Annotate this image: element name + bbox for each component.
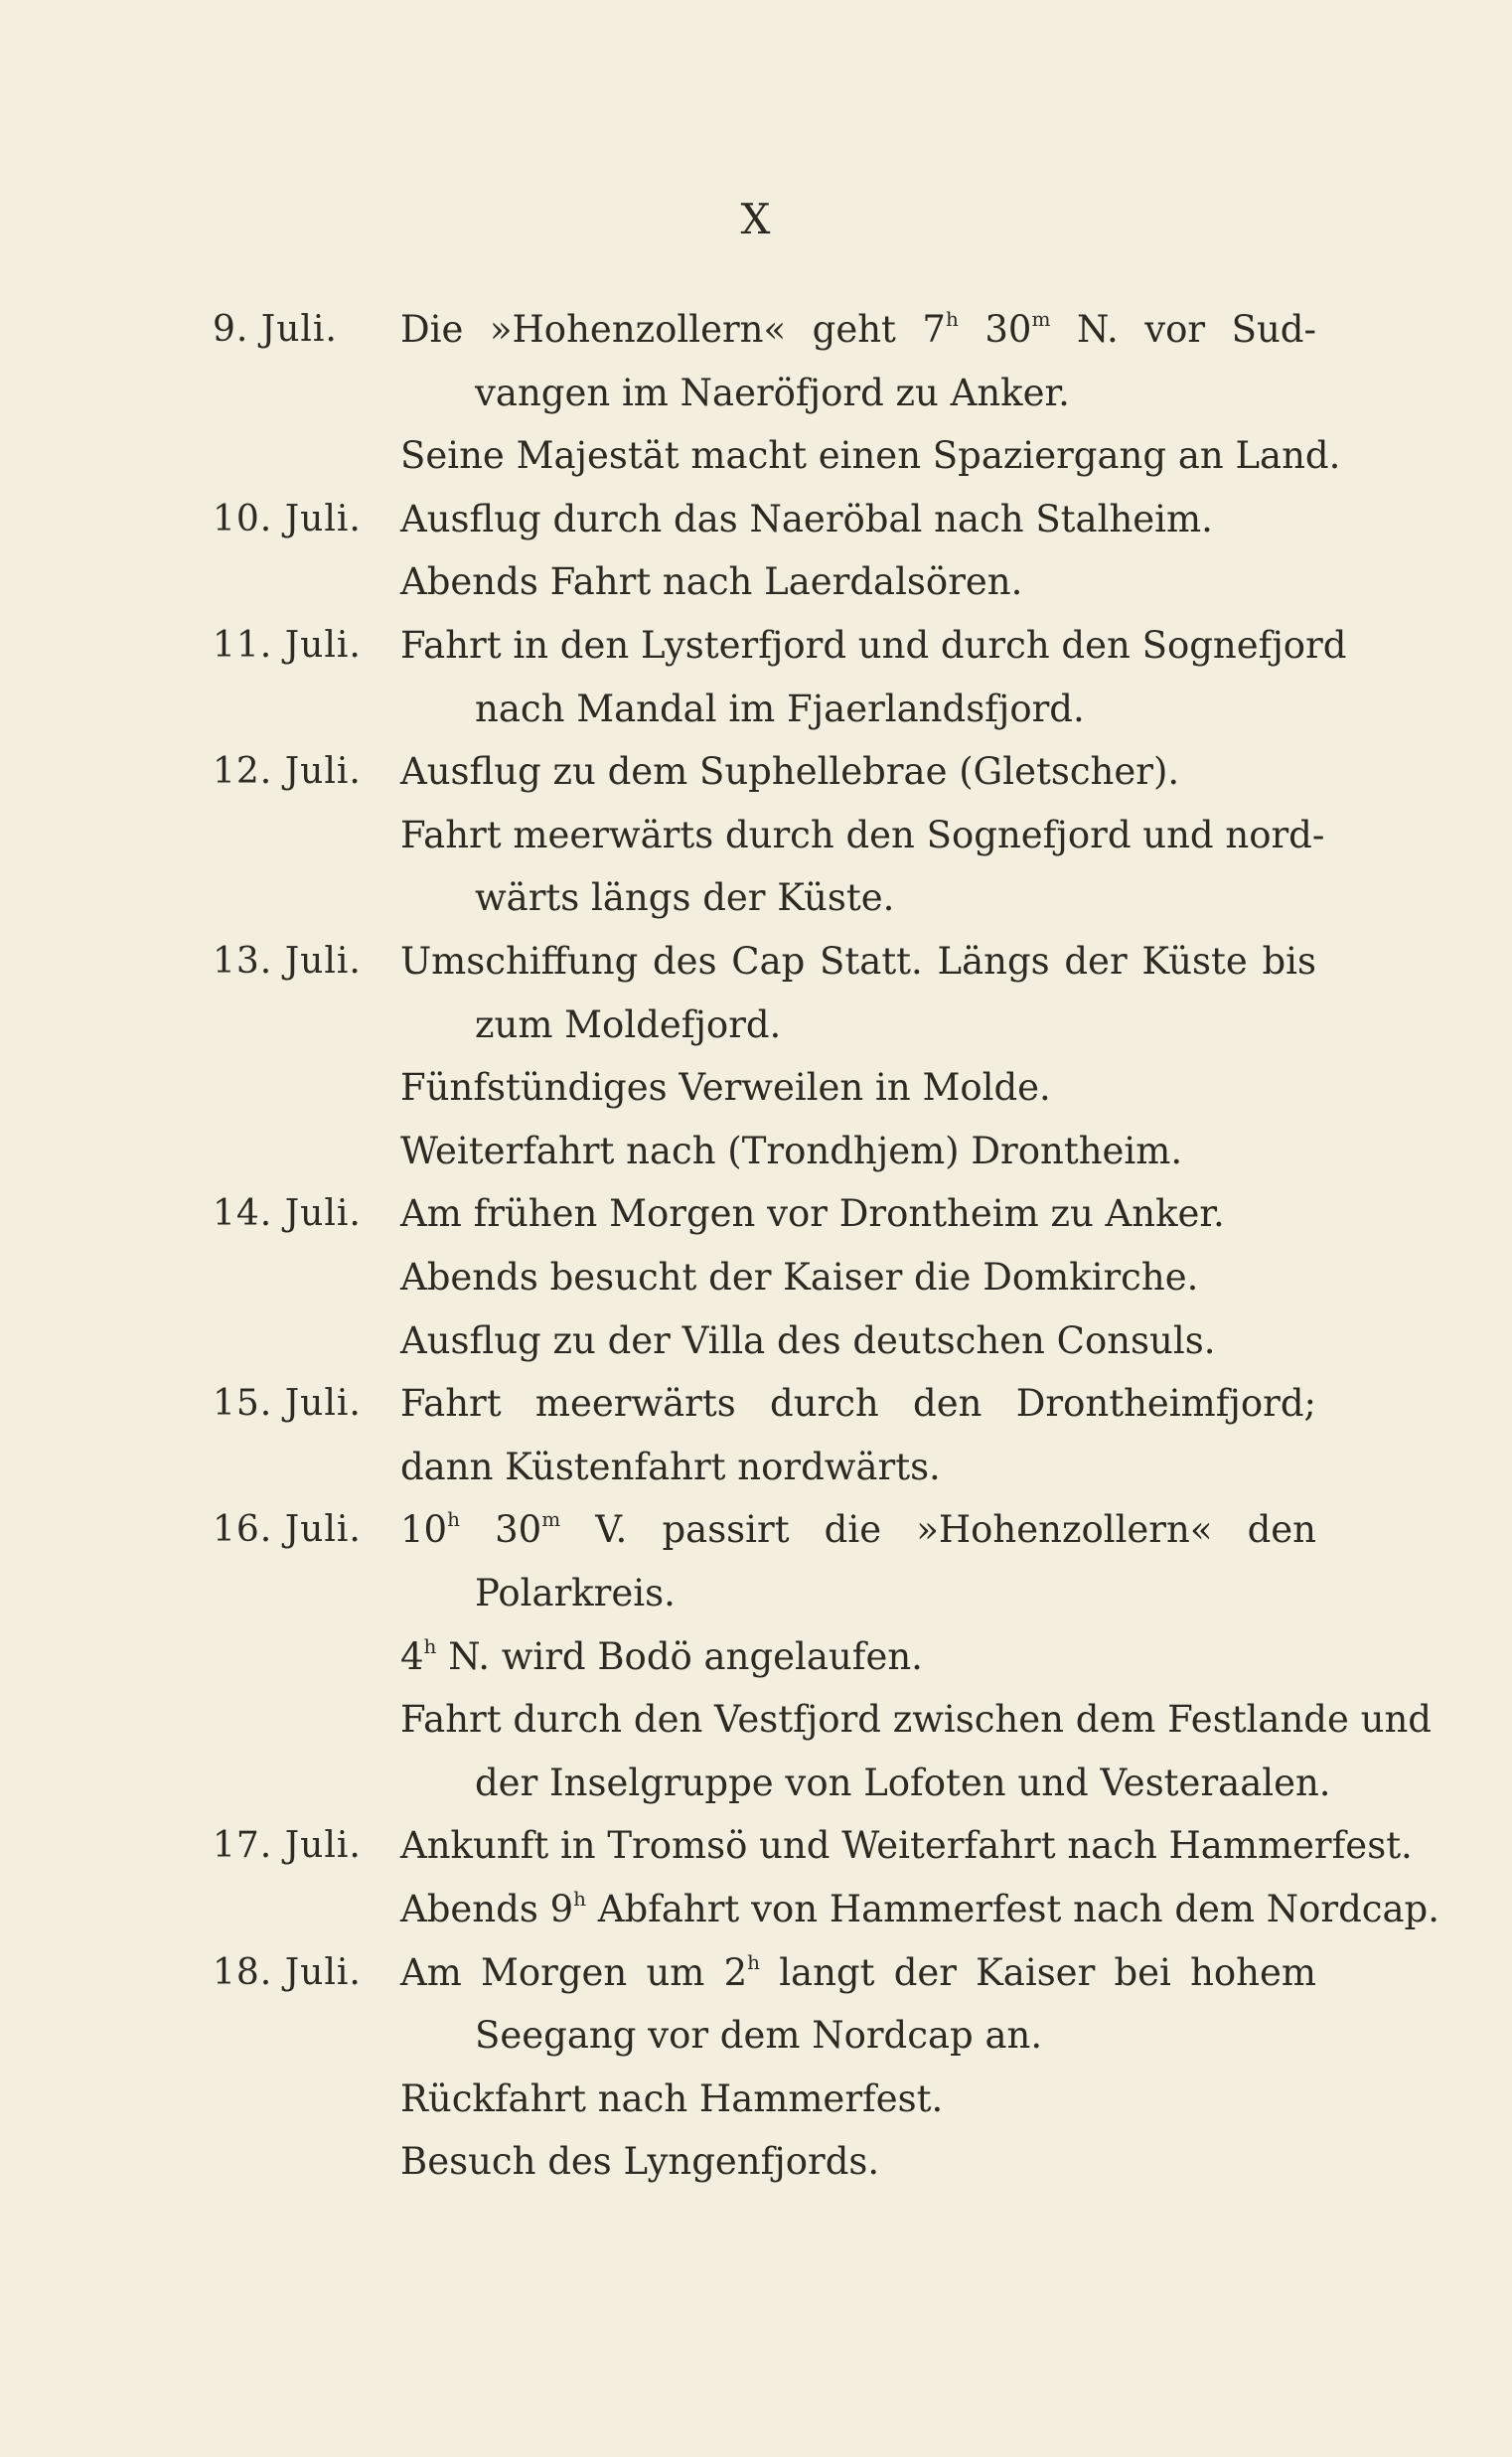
text-segment: 30 [958,308,1032,351]
text-segment: Besuch des Lyngenfjords. [400,2140,880,2184]
entry-text [400,550,1022,614]
text-segment: nach Mandal im Fjaerlandsfjord. [475,687,1085,730]
entry-text [400,1120,1182,1183]
text-segment: dann Küstenfahrt nordwärts. [400,1445,941,1488]
superscript: h [573,1887,586,1911]
text-segment: Weiterfahrt nach (Trondhjem) Drontheim. [400,1129,1183,1172]
itinerary-line [0,488,1512,551]
itinerary-line [0,740,1512,804]
text-segment: Rückfahrt nach Hammerfest. [400,2076,944,2120]
itinerary-line [0,550,1512,614]
itinerary-line [0,1498,1512,1562]
itinerary-line [0,1625,1512,1689]
itinerary-line [0,1814,1512,1878]
entry-text [400,1309,1215,1373]
entry-text [400,1878,1439,1941]
entry-date: 17. Juli. [213,1825,362,1867]
text-segment: Abfahrt von Hammerfest nach dem Nordcap. [586,1888,1440,1930]
text-segment: N. vor Sud- [1050,308,1316,351]
text-segment: Fahrt meerwärts durch den Sognefjord und nord- [400,813,1325,856]
itinerary-line [0,424,1512,488]
entry-text [400,740,1179,804]
entry-text [400,1182,1225,1246]
entry-text [400,930,1316,994]
itinerary-line [0,2004,1512,2068]
entry-text [400,1498,1316,1562]
entry-date: 16. Juli. [213,1509,362,1551]
entry-text [400,1246,1198,1309]
itinerary-line [0,1688,1512,1752]
itinerary-line [0,2130,1512,2194]
text-segment: Fünfstündiges Verweilen in Molde. [400,1066,1051,1110]
text-segment: zum Moldefjord. [475,1002,782,1046]
text-segment: Abends besucht der Kaiser die Domkirche. [400,1256,1199,1299]
itinerary-line [0,994,1512,1057]
entry-text [475,994,781,1057]
text-segment: 10 [400,1508,448,1552]
text-segment: Fahrt durch den Vestfjord zwischen dem Festlande und [400,1698,1432,1742]
entry-text [400,2130,879,2194]
entry-text [400,1436,941,1499]
entry-text [400,424,1340,488]
entry-date: 13. Juli. [213,941,362,982]
text-segment: Am frühen Morgen vor Drontheim zu Anker. [400,1192,1225,1236]
entry-date: 9. Juli. [213,309,338,350]
entry-date: 14. Juli. [213,1193,362,1235]
text-segment: Am Morgen um 2 [400,1950,748,1994]
itinerary-line [0,804,1512,867]
superscript: h [447,1507,460,1532]
itinerary-line [0,2068,1512,2131]
entry-text [400,2068,943,2131]
text-segment: Ausflug zu dem Suphellebrae (Gletscher). [400,750,1180,794]
text-segment: Ankunft in Tromsö und Weiterfahrt nach Hammerfest. [400,1824,1413,1868]
itinerary-line [0,362,1512,425]
itinerary-line [0,1246,1512,1309]
itinerary-line [0,1372,1512,1436]
entry-date: 10. Juli. [213,498,362,539]
itinerary-line [0,866,1512,930]
text-segment: Seegang vor dem Nordcap an. [475,2014,1043,2058]
text-segment: Ausflug zu der Villa des deutschen Consuls. [400,1318,1216,1362]
entry-text [400,1688,1432,1752]
entry-text [475,2004,1042,2068]
itinerary-line [0,298,1512,362]
entry-text [475,678,1085,741]
entry-text [400,488,1213,551]
superscript: h [945,307,959,331]
entry-text [400,298,1316,362]
entry-text [400,1625,923,1689]
text-segment: vangen im Naeröfjord zu Anker. [475,371,1070,414]
text-segment: Umschiffung des Cap Statt. Längs der Küste bis [400,940,1316,983]
entry-text [400,1814,1413,1878]
itinerary-line [0,1436,1512,1499]
itinerary-line [0,1752,1512,1815]
text-segment: wärts längs der Küste. [475,876,895,920]
entry-text [475,1562,676,1625]
entry-date: 18. Juli. [213,1951,362,1993]
itinerary-line [0,1562,1512,1625]
itinerary-line [0,1309,1512,1373]
itinerary-line [0,678,1512,741]
page-number: X [740,195,772,243]
itinerary-line [0,1120,1512,1183]
superscript: h [747,1949,761,1974]
text-segment: Die »Hohenzollern« geht 7 [400,308,946,351]
text-segment: Fahrt in den Lysterfjord und durch den Sognefjord [400,624,1347,667]
entry-text [475,866,894,930]
text-segment: Polarkreis. [475,1572,676,1614]
itinerary-line [0,1941,1512,2005]
itinerary-line [0,1056,1512,1120]
entry-text [400,1941,1316,2005]
text-segment: der Inselgruppe von Lofoten und Vesteraalen. [475,1761,1331,1804]
text-segment: V. passirt die »Hohenzollern« den [560,1508,1316,1552]
entry-text [400,1372,1316,1436]
superscript: m [541,1507,561,1532]
text-segment: Fahrt meerwärts durch den Drontheimfjord; [400,1382,1316,1426]
itinerary-line [0,1182,1512,1246]
text-segment: langt der Kaiser bei hohem [760,1950,1316,1994]
text-segment: Abends Fahrt nach Laerdalsören. [400,560,1023,604]
itinerary-line [0,1878,1512,1941]
text-segment: Ausflug durch das Naeröbal nach Stalheim. [400,497,1213,540]
entry-text [475,362,1070,425]
itinerary-line [0,614,1512,678]
entry-text [400,614,1347,678]
text-segment: N. wird Bodö angelaufen. [436,1634,923,1678]
superscript: h [423,1633,437,1658]
text-segment: 4 [400,1634,424,1678]
entry-date: 12. Juli. [213,751,362,793]
superscript: m [1031,307,1051,331]
entry-text [400,1056,1051,1120]
text-segment: 30 [459,1508,542,1552]
entry-date: 15. Juli. [213,1383,362,1425]
entry-text [400,804,1325,867]
entry-text [475,1752,1331,1815]
itinerary-line [0,930,1512,994]
entry-date: 11. Juli. [213,625,362,666]
text-segment: Seine Majestät macht einen Spaziergang an Land. [400,434,1341,478]
text-segment: Abends 9 [400,1888,574,1930]
